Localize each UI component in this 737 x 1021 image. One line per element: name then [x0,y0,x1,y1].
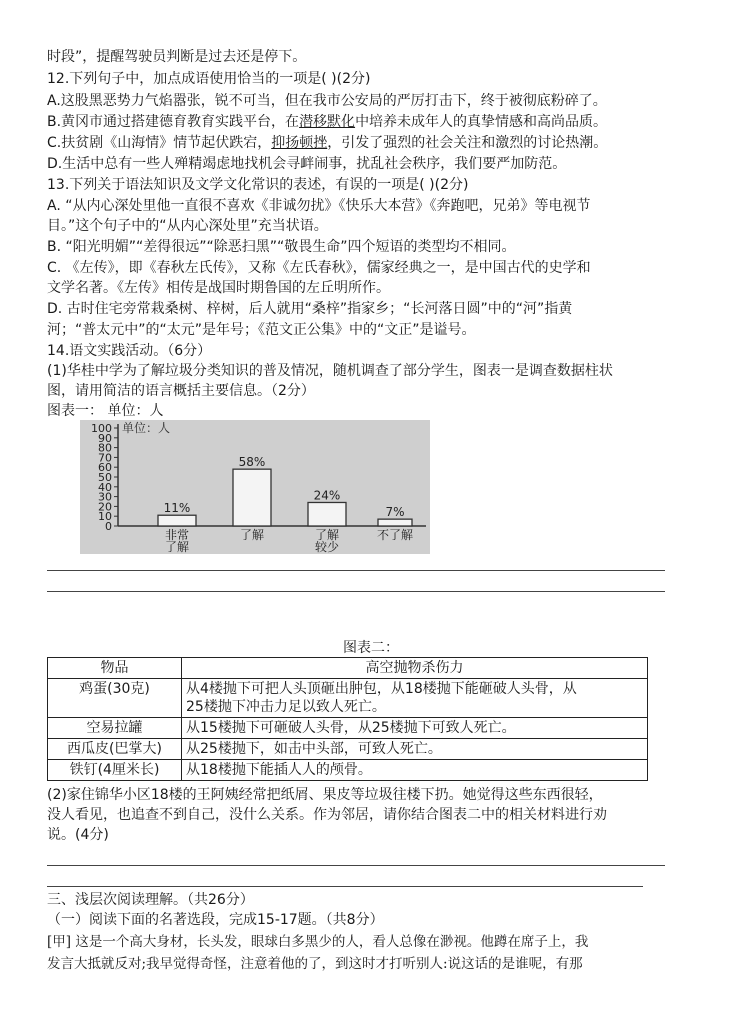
x-tick-label: 较少 [314,540,340,554]
answer-line [47,591,665,592]
table-header-item: 物品 [48,658,182,679]
x-tick-label: 了解 [164,540,190,554]
x-tick-label: 非常 [164,528,190,542]
table-row [48,718,648,739]
option-13d-line1: D. 古时住宅旁常栽桑树、梓树，后人就用“桑梓”指家乡；“长河落日圆”中的“河”指黄 [47,301,573,317]
answer-line [47,570,665,571]
table-header-row [48,658,648,679]
table-row [48,679,648,718]
chart2-table [47,657,648,781]
y-tick-label: 70 [98,451,112,465]
table-row [48,760,648,781]
data-label: 7% [385,505,405,520]
question-14-2-line1: (2)家住锦华小区18楼的王阿姨经常把纸屑、果皮等垃圾往楼下扔。她觉得这些东西很轻， [47,787,603,803]
text-line: 时段”，提醒驾驶员判断是过去还是停下。 [47,49,307,65]
option-13d-line2: 河；“普太元中”的“太元”是年号；《范文正公集》中的“文正”是谥号。 [47,322,476,338]
y-tick-label: 30 [98,490,112,504]
question-14: 14.语文实践活动。（6分） [47,343,212,359]
option-12d: D.生活中总有一些人殚精竭虑地找机会寻衅闹事，扰乱社会秩序，我们要严加防范。 [47,156,567,172]
underlined-idiom: 抑扬顿挫 [271,135,328,151]
table-cell-harm: 从18楼抛下能插人人的颅骨。 [182,760,648,781]
option-13c-line1: C. 《左传》，即《春秋左氏传》，又称《左氏春秋》，儒家经典之一，是中国古代的史学和 [47,260,591,276]
table-cell-item: 鸡蛋(30克) [48,679,182,718]
table-cell-harm: 从25楼抛下，如击中头部，可致人死亡。 [182,739,648,760]
table-cell-line: 从4楼抛下可把人头顶砸出肿包，从18楼抛下能砸破人头骨，从 [186,681,577,697]
question-13: 13.下列关于语法知识及文学文化常识的表述，有误的一项是( )(2分) [47,177,469,193]
chart1-photo [80,420,430,554]
table-cell-item: 西瓜皮(巴掌大) [48,739,182,760]
data-label: 58% [238,455,266,470]
section-3-1-title: （一）阅读下面的名著选段，完成15-17题。（共8分） [47,912,384,928]
section-3-title: 三、浅层次阅读理解。（共26分） [47,892,254,908]
option-12a: A.这股黑恶势力气焰嚣张，锐不可当，但在我市公安局的严厉打击下，终于被彻底粉碎了。 [47,93,607,109]
answer-line [47,886,643,887]
answer-line [47,865,665,866]
y-tick-label: 40 [98,480,112,494]
bar [308,502,346,526]
option-12b-pre: B.黄冈市通过搭建德育教育实践平台，在 [47,114,300,130]
y-tick-label: 50 [98,471,112,484]
table-cell-item: 空易拉罐 [48,718,182,739]
option-12b-post: 中培养未成年人的真挚情感和高尚品质。 [355,114,608,130]
y-tick-label: 90 [98,431,112,445]
passage-jia-line2: 发言大抵就反对;我早觉得奇怪，注意着他的了，到这时才打听别人:说这话的是谁呢，有那 [47,956,583,972]
option-13b: B. “阳光明媚”“差得很远”“除恶扫黑”“敬畏生命”四个短语的类型均不相同。 [47,239,516,255]
table-cell-item: 铁钉(4厘米长) [48,760,182,781]
y-tick-label: 0 [105,520,112,533]
bar [233,469,271,526]
data-label: 11% [163,501,191,516]
y-tick-label: 20 [98,500,112,514]
question-14-2-line3: 说。(4分) [47,827,109,843]
y-tick-label: 10 [98,510,112,524]
y-tick-label: 80 [98,441,112,455]
question-12: 12.下列句子中，加点成语使用恰当的一项是( )(2分) [47,71,371,87]
option-13a-line2: 目。”这个句子中的“从内心深处里”充当状语。 [47,218,328,234]
x-tick-label: 了解 [314,528,340,542]
option-12c [47,134,607,152]
bar [158,515,196,526]
bar [378,519,412,526]
question-14-2-line2: 没人看见，也追查不到自己，没什么关系。作为邻居，请你结合图表二中的相关材料进行劝 [47,807,607,823]
table-cell-harm [182,679,648,718]
chart1-caption: 图表一： 单位：人 [47,403,164,419]
chart1-svg [80,420,430,554]
y-tick-label: 60 [98,461,112,475]
table-cell-harm: 从15楼抛下可砸破人头骨，从25楼抛下可致人死亡。 [182,718,648,739]
option-13a-line1: A. “从内心深处里他一直很不喜欢《非诚勿扰》《快乐大本营》《奔跑吧，兄弟》等电视节 [47,198,591,214]
underlined-idiom: 潜移默化 [299,114,356,130]
x-tick-label: 了解 [239,528,265,542]
passage-jia-line1: [甲] 这是一个高大身材，长头发，眼球白多黑少的人，看人总像在渺视。他蹲在席子上，我 [47,934,589,950]
table-row [48,739,648,760]
y-tick-label: 100 [91,422,112,435]
option-12c-post: ，引发了强烈的社会关注和激烈的讨论热潮。 [327,135,608,151]
question-14-1-line2: 图，请用简洁的语言概括主要信息。（2分） [47,383,315,399]
y-axis-label: 单位：人 [122,421,171,435]
option-12b [47,113,607,131]
table-header-harm: 高空抛物杀伤力 [182,658,648,679]
table-cell-line: 25楼抛下冲击力足以致人死亡。 [186,699,386,715]
chart2-caption: 图表二： [343,640,399,656]
question-14-1-line1: (1)华桂中学为了解垃圾分类知识的普及情况，随机调查了部分学生，图表一是调查数据柱状 [47,363,613,379]
option-13c-line2: 文学名著。《左传》相传是战国时期鲁国的左丘明所作。 [47,280,390,296]
x-tick-label: 不了解 [376,528,414,542]
option-12c-pre: C.扶贫剧《山海情》情节起伏跌宕， [47,135,272,151]
data-label: 24% [313,488,341,503]
